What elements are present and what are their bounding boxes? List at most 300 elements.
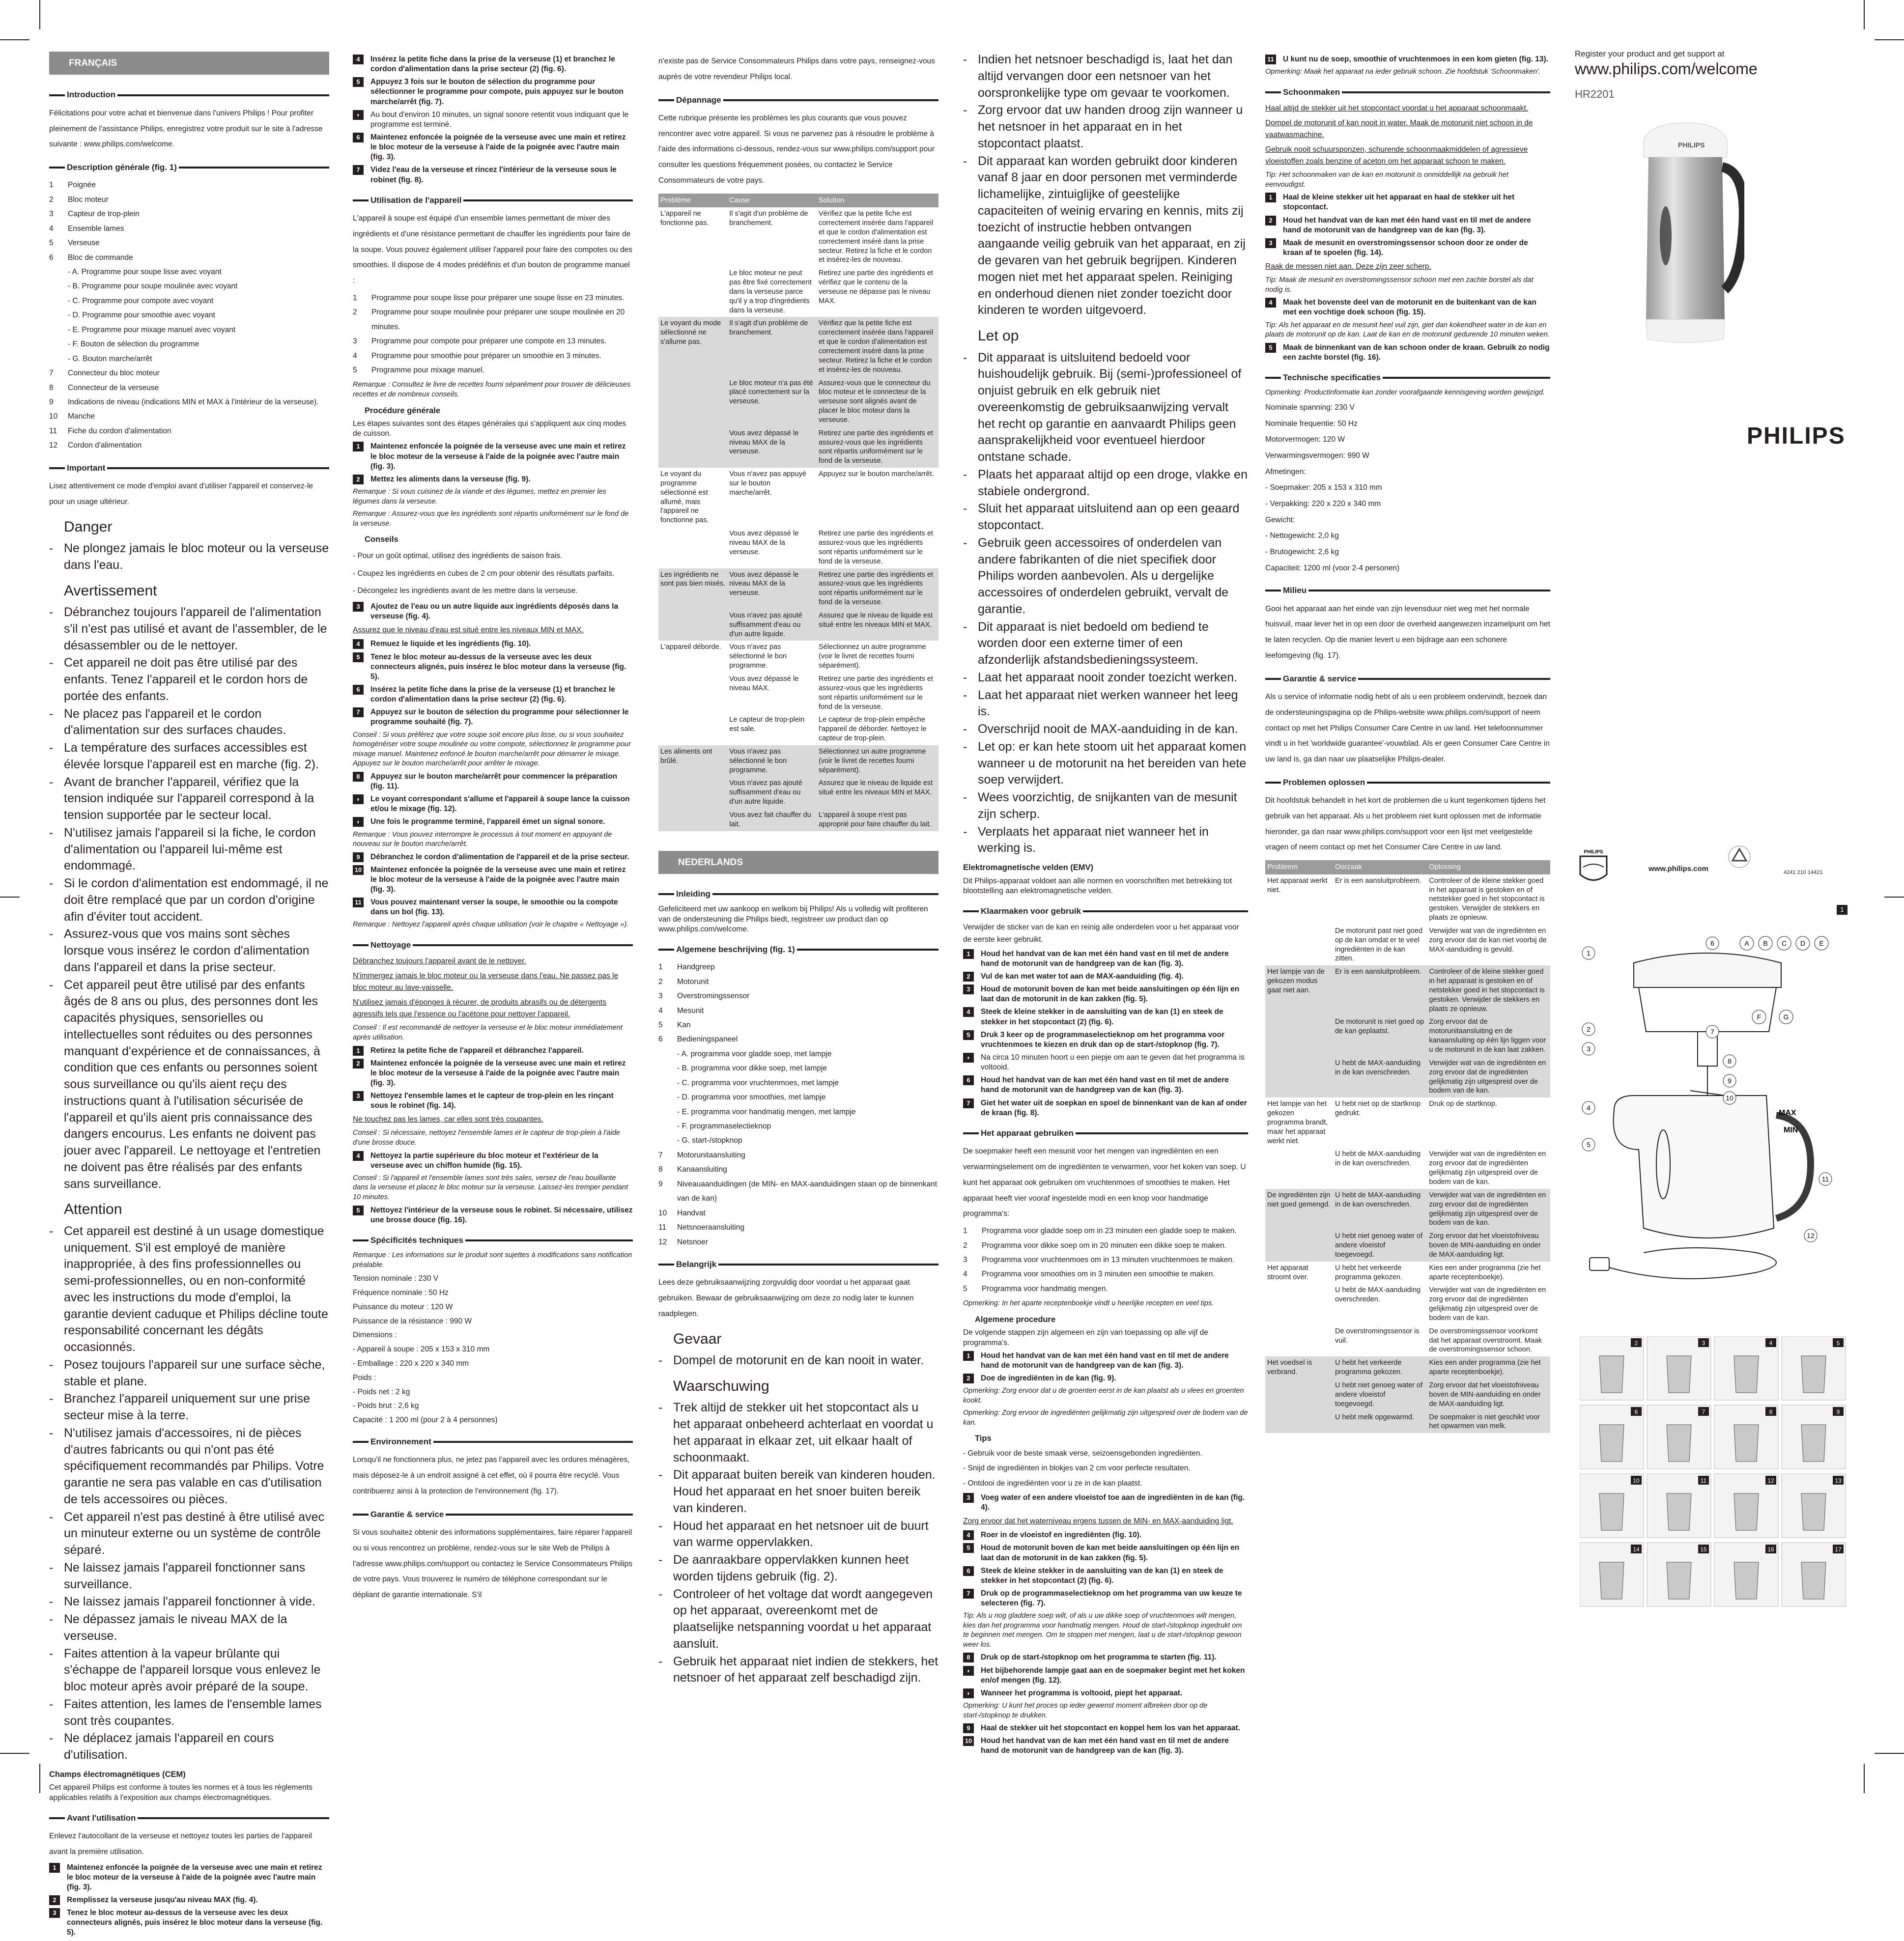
part-callout [1819,1173,1832,1185]
step: 3 Ajoutez de l'eau ou un autre liquide aux ingrédients déposés dans la verseuse (fig. 4). [353,602,633,621]
svg-text:10: 10 [1726,1094,1733,1102]
tip-note: Conseil : Si vous préférez que votre soupe soit encore plus lisse, ou si vous souhaitez homogénéiser votre soupe moulinée ou votre compote, sélectionnez le programme pour mixage manuel. Maintenez enfoncé le bouton marche/arrêt pour démarrer le mixage. Appuyez sur le bouton marche/arrêt pour arrêter le mixage. [353,731,631,768]
table-cell: De motorunit past niet goed op de kan omdat er te veel ingrediënten in de kan zitten. [1335,927,1423,963]
step: 1 Maintenez enfoncée la poignée de la verseuse avec une main et retirez le bloc moteur de la verseuse à l'aide de la poignée avec l'autre main (fig. 3). [353,442,633,471]
table-header: Problème [658,194,727,207]
tip: - Ontdooi de ingrediënten voor u ze in de kan plaatst. [963,1479,1142,1488]
svg-text:2: 2 [1634,1340,1638,1347]
table-cell: Le voyant du mode sélectionné ne s'allume pas. [658,317,727,376]
table-row [1265,1148,1550,1188]
section-heading: Dépannage [658,94,938,107]
crop-mark [39,1764,40,1793]
spec-line: - Appareil à soupe : 205 x 153 x 310 mm [353,1345,490,1354]
svg-text:2: 2 [1587,1025,1591,1033]
spec-line: Capaciteit: 1200 ml (voor 2-4 personen) [1265,563,1400,572]
svg-text:F: F [1757,1013,1762,1021]
part-callout [1582,947,1595,959]
emf-heading: Elektromagnetische velden (EMV) [963,863,1093,872]
step: ◗ Une fois le programme terminé, l'appareil émet un signal sonore. [353,817,633,827]
program-list: 1 Programme pour soupe lisse pour préparer une soupe lisse en 23 minutes. 2 Programme pour soupe moulinée pour préparer une soupe moulinée en 20 minutes. 3 Programme pour compote pour préparer une compote en 13 minutes. 4 Programme pour smoothie pour préparer un smoothie en 3 minutes. 5 Programme pour mixage manuel. [353,293,625,375]
list-item: 10 Manche [49,412,95,421]
table-cell: U hebt de MAX-aanduiding in de kan overschreden. [1335,1150,1421,1168]
step: 10 Houd het handvat van de kan met één hand vast en til met de andere hand de motorunit van de handgreep van de kan (fig. 3). [963,1736,1248,1756]
step: 1 Maintenez enfoncée la poignée de la verseuse avec une main et retirez le bloc moteur de la verseuse à l'aide de la poignée avec l'autre main (fig. 3). [49,1863,329,1892]
environment-text: Lorsqu'il ne fonctionnera plus, ne jetez pas l'appareil avec les ordures ménagères, mais déposez-le à un endroit assigné à cet effet, où il pourra être recyclé. Vous contribuerez ainsi à la protection de l'environnement (fig. 17). [353,1456,630,1495]
step: 4 Roer in de vloeistof en ingrediënten (fig. 10). [963,1530,1248,1540]
table-cell: U hebt melk opgewarmd. [1333,1411,1427,1434]
table-row [658,713,938,745]
table-cell: Zorg ervoor dat de motorunitaansluiting en de kanaansluiting op één lijn liggen voor u de motorunit in de kan laat zakken. [1427,1015,1550,1056]
table-cell: Er is een aansluitprobleem. [1333,965,1427,1015]
note: Opmerking: In het aparte receptenboekje vindt u heerlijke recepten en veel tips. [963,1299,1214,1308]
figure-thumbnail [1714,1474,1778,1538]
table-cell: De overstromingssensor is vuil. [1335,1327,1420,1345]
spec-line: Verwarmingsvermogen: 990 W [1265,451,1369,460]
section-heading: Schoonmaken [1265,86,1550,99]
table-row [658,427,938,468]
table-cell: U hebt de MAX-aanduiding in de kan overschreden. [1333,1057,1427,1097]
table-cell: Il s'agit d'un problème de branchement. [727,317,817,376]
table-cell [658,527,727,568]
table-cell: Verwijder wat van de ingrediënten en zorg ervoor dat de ingrediënten gelijkmatig zijn uitgespreid over de bodem van de kan. [1429,1150,1546,1186]
table-cell: Le voyant du programme sélectionné est allumé, mais l'appareil ne fonctionne pas. [660,470,709,525]
svg-text:C: C [1781,939,1787,947]
list-item: - D. Programme pour smoothie avec voyant [68,311,215,320]
tip: - Pour un goût optimal, utilisez des ingrédients de saison frais. [353,551,563,560]
step: 5 Houd de motorunit boven de kan met beide aansluitingen op één lijn en laat dan de motorunit in de kan zakken (fig. 5). [963,1543,1248,1563]
crop-mark [0,39,29,40]
table-cell: Verwijder wat van de ingrediënten en zorg ervoor dat de ingrediënten gelijkmatig zijn uitgespreid over de bodem van de kan. [1429,1286,1546,1322]
table-cell: De soepmaker is niet geschikt voor het opwarmen van melk. [1427,1411,1550,1434]
tip: - Décongelez les ingrédients avant de les mettre dans la verseuse. [353,587,578,595]
environment-text: Gooi het apparaat aan het einde van zijn levensduur niet weg met het normale huisvuil, maar lever het in op een door de overheid aangewezen inzamelpunt om het te laten recyclen. Op die manier levert u een bijdrage aan een schonere leefomgeving (fig. 17). [1265,604,1550,660]
column-french-2 [353,52,633,1605]
section-heading: Milieu [1265,584,1550,597]
part-callout [1723,1055,1736,1068]
language-header: NEDERLANDS [658,851,938,874]
table-cell [1265,1230,1333,1262]
spec-line: Capacité : 1 200 ml (pour 2 à 4 personnes) [353,1416,498,1425]
list-item: - C. Programme pour compote avec voyant [68,296,214,305]
spec-line: - Verpakking: 220 x 220 x 340 mm [1265,499,1381,508]
table-cell [658,609,727,641]
program-list: 1 Programma voor gladde soep om in 23 minuten een gladde soep te maken. 2 Programma voor dikke soep om in 20 minuten een dikke soep te maken. 3 Programma voor vruchtenmoes om in 13 minuten vruchtenmoes te maken. 4 Programma voor smoothies om in 3 minuten een smoothie te maken. 5 Programma voor handmatig mengen. [963,1227,1237,1293]
crop-mark [1875,1753,1904,1754]
svg-text:17: 17 [1835,1546,1842,1553]
step: 5 Nettoyez l'intérieur de la verseuse sous le robinet. Si nécessaire, utilisez une brosse douce (fig. 16). [353,1206,633,1225]
note: Opmerking: Maak het apparaat na ieder gebruik schoon. Zie hoofdstuk 'Schoonmaken'. [1265,68,1541,76]
svg-text:7: 7 [1702,1408,1705,1415]
list-item: 4 Ensemble lames [49,224,124,233]
section-heading: Technische specificaties [1265,371,1550,384]
table-row [658,568,938,609]
part-callout [1723,1092,1736,1104]
table-cell: L'appareil ne fonctionne pas. [660,210,709,227]
table-cell: Le bloc moteur ne peut pas être fixé correctement dans la verseuse parce qu'il y a trop d'ingrédients dans la verseuse. [729,269,812,314]
exploded-diagram [1580,933,1855,1307]
step: 7 Giet het water uit de soepkan en spoel de binnenkant van de kan af onder de kraan (fig. 8). [963,1098,1248,1118]
step: ◗ Le voyant correspondant s'allume et l'appareil à soupe lance la cuisson et/ou le mixage (fig. 12). [353,794,633,814]
step: 4 Remuez le liquide et les ingrédients (fig. 10). [353,639,633,649]
thumbnail-grid [1580,1336,1850,1611]
table-cell: U hebt het verkeerde programma gekozen. [1333,1356,1427,1379]
table-cell: Zorg ervoor dat het vloeistofniveau boven de MIN-aanduiding en onder de MAX-aanduiding ligt. [1427,1379,1550,1411]
note: Tip: Het schoonmaken van de kan en motorunit is onmiddellijk na gebruik het eenvoudigst. [1265,171,1508,189]
table-cell [658,777,727,809]
section-heading: Klaarmaken voor gebruik [963,905,1248,918]
caution-list: - Cet appareil est destiné à un usage domestique uniquement. S'il est employé de manière inappropriée, à des fins professionnelles ou semi-professionnelles, ou en non-conformité avec les instructions du mode d'emploi, la garantie devient caduque et Philips décline toute responsabilité concernant les dégâts occasionnés. - Posez toujours l'appareil sur une surface sèche, stable et plane. - Branchez l'appareil uniquement sur une prise secteur mise à la terre. - N'utilisez jamais d'accessoires, ni de pièces d'autres fabricants ou qui n'ont pas été spécifiquement recommandés par Philips. Votre garantie ne sera pas valable en cas d'utilisation de tels accessoires ou pièces. - Cet appareil n'est pas destiné à être utilisé avec un minuteur externe ou un système de contrôle séparé. - Ne laissez jamais l'appareil fonctionner sans surveillance. - Ne laissez jamais l'appareil fonctionner à vide. - Ne dépassez jamais le niveau MAX de la verseuse. - Faites attention à la vapeur brûlante qui s'échappe de l'appareil lorsque vous enlevez le bloc moteur après avoir préparé de la soupe. - Faites attention, les lames de l'ensemble lames sont très coupantes. - Ne déplacez jamais l'appareil en cours d'utilisation. [49,1223,329,1764]
step: 2 Mettez les aliments dans la verseuse (fig. 9). [353,475,633,484]
emf-heading: Champs électromagnétiques (CEM) [49,1770,186,1779]
warning-heading: Avertissement [64,582,157,599]
spec-line: Tension nominale : 230 V [353,1274,439,1283]
crop-mark [1864,0,1865,29]
list-item: 7 Connecteur du bloc moteur [49,369,160,378]
step: 6 Insérez la petite fiche dans la prise de la verseuse (1) et branchez le cordon d'alimentation dans la prise secteur (2) (fig. 6). [353,685,633,704]
step: 3 Maak de mesunit en overstromingssensor schoon door ze onder de kraan af te spoelen (fig. 14). [1265,238,1550,258]
table-cell: Assurez que le niveau de liquide est situé entre les niveaux MIN et MAX. [817,609,938,641]
philips-shield-icon [1576,847,1611,887]
before-use-text: Verwijder de sticker van de kan en reinig alle onderdelen voor u het apparaat voor de eerste keer gebruikt. [963,923,1239,944]
svg-text:8: 8 [1769,1408,1773,1415]
table-cell [658,267,727,317]
table-cell: U hebt niet genoeg water of andere vloeistof toegevoegd. [1333,1379,1427,1411]
crop-mark [1864,1764,1865,1793]
emf-text: Dit Philips-apparaat voldoet aan alle normen en voorschriften met betrekking tot blootstelling aan elektromagnetische velden. [963,876,1232,895]
list-item: 11 Fiche du cordon d'alimentation [49,426,171,435]
important-text: Lees deze gebruiksaanwijzing zorgvuldig door voordat u het apparaat gaat gebruiken. Bewaar de gebruiksaanwijzing om deze zo nodig later te kunnen raadplegen. [658,1278,914,1318]
underlined-note: Zorg ervoor dat het waterniveau ergens tussen de MIN- en MAX-aanduiding ligt. [963,1517,1233,1526]
table-row [1265,1356,1550,1379]
spec-line: - Emballage : 220 x 220 x 340 mm [353,1359,469,1368]
table-cell: Controleer of de kleine stekker goed in het apparaat is gestoken en of netstekker goed in het stopcontact is gestoken. Verwijder de stekkers en plaats ze opnieuw. [1429,876,1545,922]
svg-text:9: 9 [1836,1408,1840,1415]
note: Conseil : Il est recommandé de nettoyer la verseuse et le bloc moteur immédiatement après utilisation. [353,1024,623,1042]
warning-heading: Waarschuwing [673,1378,769,1394]
svg-text:1: 1 [1587,949,1591,957]
table-cell: Vérifiez que la petite fiche est correctement insérée dans l'appareil et que le cordon d'alimentation est correctement inséré dans la prise secteur. Retirez la fiche et le cordon et insérez-les de nouveau. [818,210,934,264]
tip: - Gebruik voor de beste smaak verse, seizoensgebonden ingrediënten. [963,1449,1202,1458]
step: 10 Maintenez enfoncée la poignée de la verseuse avec une main et retirez le bloc moteur de la verseuse à l'aide de la poignée avec l'autre main (fig. 3). [353,865,633,895]
spec-line: Poids : [353,1373,376,1382]
table-row [658,673,938,713]
troubleshoot-text: Cette rubrique présente les problèmes les plus courants que vous pouvez rencontrer avec votre appareil. Si vous ne parvenez pas à résoudre le problème à l'aide des informations ci-dessous, rendez-vous sur www.philips.com/support pour consulter les questions fréquemment posées, ou contactez le Service Consommateurs de votre pays. [658,113,935,185]
table-cell: Appuyez sur le bouton marche/arrêt. [818,470,934,478]
table-cell: Vous n'avez pas appuyé sur le bouton marche/arrêt. [729,470,806,497]
svg-text:15: 15 [1700,1546,1707,1553]
list-item: 2 Bloc moteur [49,195,109,204]
underlined-note: Assurez que le niveau d'eau est situé entre les niveaux MIN et MAX. [353,626,584,635]
table-header: Cause [727,194,817,207]
section-heading: Description générale (fig. 1) [49,161,329,174]
figure-thumbnail [1647,1405,1711,1469]
part-callout [1706,937,1719,950]
section-heading: Introduction [49,88,329,101]
crop-mark [39,0,40,29]
svg-text:3: 3 [1702,1340,1705,1347]
step: 7 Druk op de programmaselectieknop om het programma van uw keuze te selecteren (fig. 7). [963,1589,1248,1608]
table-cell [1265,1015,1333,1056]
note: Opmerking: Zorg ervoor de ingrediënten gelijkmatig zijn uitgespreid over de bodem van de kan. [963,1409,1248,1427]
note: Remarque : Assurez-vous que les ingrédients sont répartis uniformément sur le fond de la verseuse. [353,510,629,528]
table-cell: U hebt niet op de startknop gedrukt. [1335,1100,1421,1118]
table-cell: U hebt de MAX-aanduiding overschreden. [1335,1286,1421,1304]
figure-thumbnail [1714,1336,1778,1400]
underlined-note: Raak de messen niet aan. Deze zijn zeer scherp. [1265,262,1431,271]
svg-text:11: 11 [1821,1175,1829,1183]
svg-text:10: 10 [1633,1477,1640,1484]
panel-callout [1779,1010,1793,1024]
svg-text:5: 5 [1587,1141,1591,1149]
spec-line: Gewicht: [1265,515,1295,524]
list-item: 6 Bloc de commande [49,253,133,262]
step: 5 Druk 3 keer op de programmaselectieknop om het programma voor vruchtenmoes te kiezen en druk dan op de start-/stopknop (fig. 7). [963,1030,1248,1050]
guarantee-text: Si vous souhaitez obtenir des informations supplémentaires, faire réparer l'appareil ou si vous rencontrez un problème, rendez-vous sur le site Web de Philips à l'adresse www.philips.com/support ou contactez le Service Consommateurs Philips de votre pays. Vous trouverez le numéro de téléphone correspondant sur le dépliant de garantie internationale. S'il [353,1528,632,1600]
panel-callout [1740,936,1754,950]
part-callout [1804,1229,1817,1242]
model-number: HR2201 [1575,88,1615,100]
step: 4 Maak het bovenste deel van de motorunit en de buitenkant van de kan met een vochtige doek schoon (fig. 15). [1265,298,1550,317]
table-cell [1265,1325,1333,1357]
table-row [658,468,938,527]
table-cell: De ingrediënten zijn niet goed gemengd. [1265,1189,1333,1230]
note: Remarque : Consultez le livre de recettes fourni séparément pour trouver de délicieuses recettes et de nombreux conseils. [353,381,630,399]
figure-thumbnail [1782,1336,1846,1400]
language-header: FRANÇAIS [49,52,329,75]
step: 9 Débranchez le cordon d'alimentation de l'appareil et de la prise secteur. [353,852,633,862]
table-cell: Kies een ander programma (zie het aparte receptenboekje). [1427,1356,1550,1379]
note: Conseil : Si l'appareil et l'ensemble lames sont très sales, versez de l'eau bouillante dans la verseuse et placez le bloc moteur sur la verseuse. Laissez-les tremper pendant 10 minutes. [353,1174,628,1201]
table-row [1265,1262,1550,1284]
danger-list: - Dompel de motorunit en de kan nooit in water. [658,1352,938,1369]
part-callout [1723,1074,1736,1087]
parts-list [49,178,329,452]
svg-text:7: 7 [1710,1028,1714,1036]
usage-text: De soepmaker heeft een mesunit voor het mengen van ingrediënten en een verwarmingselement om de ingrediënten te verwarmen, voor het koken van soep. U kunt het apparaat ook gebruiken om vruchtenmoes of smoothies te maken. Het apparaat heeft vier vooraf ingestelde modi en een knop voor handmatige programma's: [963,1147,1246,1218]
svg-text:6: 6 [1634,1408,1638,1415]
tip: - Snijd de ingrediënten in blokjes van 2 cm voor perfecte resultaten. [963,1464,1191,1473]
figure-thumbnail [1647,1336,1711,1400]
table-cell [658,809,727,831]
step: 3 Nettoyez l'ensemble lames et le capteur de trop-plein en les rinçant sous le robinet (fig. 14). [353,1091,633,1111]
svg-text:14: 14 [1633,1546,1640,1553]
table-cell: Retirez une partie des ingrédients et assurez-vous que les ingrédients sont répartis uniformément sur le fond de la verseuse. [817,568,938,609]
panel-callout [1759,936,1772,950]
table-cell: Verwijder wat van de ingrediënten en zorg ervoor dat de kan niet voorbij de MAX-aanduiding is gevuld. [1429,927,1547,954]
table-row [1265,1325,1550,1357]
table-cell [1265,1379,1333,1411]
table-row [1265,1411,1550,1434]
table-header: Oplossing [1427,860,1550,874]
step: ◗ Wanneer het programma is voltooid, piept het apparaat. [963,1688,1248,1698]
step: 7 Videz l'eau de la verseuse et rincez l'intérieur de la verseuse sous le robinet (fig. 8). [353,165,633,185]
svg-text:3: 3 [1587,1045,1591,1053]
troubleshoot-table-nl [1265,860,1550,1433]
step: 2 Houd het handvat van de kan met één hand vast en til met de andere hand de motorunit van de handgreep van de kan (fig. 3). [1265,216,1550,235]
underlined-note: Gebruik nooit schuursponzen, schurende schoonmaakmiddelen of agressieve vloeistoffen zoals benzine of aceton om het apparaat schoon te maken. [1265,145,1528,166]
list-item: 1 Poignée [49,181,96,190]
table-header: Probleem [1265,860,1333,874]
step: 1 Houd het handvat van de kan met één hand vast en til met de andere hand de motorunit van de handgreep van de kan (fig. 3). [963,1351,1248,1371]
step: ◗ Au bout d'environ 10 minutes, un signal sonore retentit vous indiquant que le programme est terminé. [353,110,633,130]
list-item: - E. Programme pour mixage manuel avec voyant [68,325,236,334]
svg-text:13: 13 [1835,1477,1842,1484]
step: 8 Appuyez sur le bouton marche/arrêt pour commencer la préparation (fig. 11). [353,772,633,791]
section-heading: Spécificités techniques [353,1234,633,1247]
spec-line: Nominale spanning: 230 V [1265,403,1355,412]
step: 6 Steek de kleine stekker in de aansluiting van de kan (1) en steek de stekker in het stopcontact (2) (fig. 6). [963,1566,1248,1586]
figure-thumbnail [1714,1405,1778,1469]
table-cell: Kies een ander programma (zie het aparte receptenboekje). [1429,1264,1541,1281]
spec-line: - Brutogewicht: 2,6 kg [1265,547,1339,556]
step: 4 Steek de kleine stekker in de aansluiting van de kan (1) en steek de stekker in het stopcontact (2) (fig. 6). [963,1007,1248,1027]
table-row [658,777,938,809]
figure-page-number: 1 [1837,905,1847,915]
step: 5 Appuyez 3 fois sur le bouton de sélection du programme pour sélectionner le programme pour compote, puis appuyez sur le bouton marche/arrêt (fig. 7). [353,77,633,107]
step: 2 Vul de kan met water tot aan de MAX-aanduiding (fig. 4). [963,972,1248,982]
table-row [658,317,938,376]
svg-text:PHILIPS: PHILIPS [1584,849,1603,855]
danger-heading: Danger [64,518,113,535]
note: Opmerking: Productinformatie kan zonder voorafgaande kennisgeving worden gewijzigd. [1265,389,1545,397]
troubleshoot-text: Dit hoofdstuk behandelt in het kort de problemen die u kunt tegenkomen tijdens het gebruik van het apparaat. Als u het probleem niet kunt oplossen met de informatie hieronder, ga dan naar www.philips.com/support voor een lijst met veelgestelde vragen of neem contact op met het Consumer Care Centre in uw land. [1265,796,1546,852]
underlined-note: Débranchez toujours l'appareil avant de le nettoyer. [353,957,526,966]
section-heading: Garantie & service [1265,673,1550,685]
svg-text:9: 9 [1728,1077,1732,1085]
figure-thumbnail [1580,1336,1644,1400]
note: Tip: Maak de mesunit en overstromingssensor schoon met een zachte borstel als dat nodig is. [1265,276,1534,294]
troubleshoot-table-fr [658,194,938,831]
table-header: Solution [817,194,938,207]
table-row [658,809,938,831]
list-item: 8 Connecteur de la verseuse [49,383,159,392]
caution-list: - Dit apparaat is uitsluitend bedoeld voor huishoudelijk gebruik. Bij (semi-)professioneel of onjuist gebruik en elk gebruik niet overeenkomstig de gebruiksaanwijzing vervalt het recht op garantie en aanvaardt Philips geen aansprakelijkheid voor eventueel hierdoor ontstane schade. - Plaats het apparaat altijd op een droge, vlakke en stabiele ondergrond. - Sluit het apparaat uitsluitend aan op een geaard stopcontact. - Gebruik geen accessoires of onderdelen van andere fabrikanten of die niet specifiek door Philips worden aanbevolen. Als u dergelijke accessoires of onderdelen gebruikt, vervalt de garantie. - Dit apparaat is niet bedoeld om bediend te worden door een externe timer of een afzonderlijk afstandsbedieningssysteem. - Laat het apparaat nooit zonder toezicht werken. - Laat het apparaat niet werken wanneer het leeg is. - Overschrijd nooit de MAX-aanduiding in de kan. - Let op: er kan hete stoom uit het apparaat komen wanneer u de motorunit na het bereiden van hete soep verwijdert. - Wees voorzichtig, de snijkanten van de mesunit zijn scherp. - Verplaats het apparaat niet wanneer het in werking is. [963,350,1248,857]
welcome-url[interactable]: www.philips.com/welcome [1575,60,1758,78]
figure-thumbnail [1782,1474,1846,1538]
spec-line: Puissance de la résistance : 990 W [353,1317,472,1325]
step: 6 Maintenez enfoncée la poignée de la verseuse avec une main et retirez le bloc moteur de la verseuse à l'aide de la poignée avec l'autre main (fig. 3). [353,133,633,162]
step: 1 Houd het handvat van de kan met één hand vast en til met de andere hand de motorunit van de handgreep van de kan (fig. 3). [963,949,1248,969]
table-cell: Les aliments ont brûlé. [658,745,727,777]
caution-heading: Let op [978,328,1019,344]
section-heading: Utilisation de l'appareil [353,194,633,207]
figure-thumbnail [1580,1405,1644,1469]
underlined-note: Ne touchez pas les lames, car elles sont très coupantes. [353,1115,543,1124]
before-use-text: Enlevez l'autocollant de la verseuse et nettoyez toutes les parties de l'appareil avant la première utilisation. [49,1832,312,1856]
figure-thumbnails [1580,1336,1850,1614]
table-cell: Verwijder wat van de ingrediënten en zorg ervoor dat de ingrediënten gelijkmatig zijn uitgespreid over de bodem van de kan. [1427,1057,1550,1097]
spec-line: Afmetingen: [1265,467,1306,476]
table-cell: Vous n'avez pas ajouté suffisamment d'eau ou d'un autre liquide. [727,609,817,641]
figure-thumbnail [1580,1474,1644,1538]
list-item: 9 Indications de niveau (indications MIN et MAX à l'intérieur de la verseuse). [49,397,319,406]
svg-text:4: 4 [1769,1340,1773,1347]
step: ◗ Het bijbehorende lampje gaat aan en de soepmaker begint met het koken en/of mengen (fig. 12). [963,1666,1248,1686]
figure-thumbnail [1782,1543,1846,1606]
table-row [658,641,938,673]
table-row [1265,1230,1550,1262]
crop-mark [0,897,20,898]
spec-line: Puissance du moteur : 120 W [353,1302,453,1311]
table-cell [658,713,727,745]
list-item: 5 Verseuse [49,239,100,248]
table-cell: Vous n'avez pas sélectionné le bon programme. [727,745,817,777]
section-heading: Belangrijk [658,1258,938,1271]
product-code: 4241 210 14421 [1784,870,1823,875]
section-heading: Garantie & service [353,1508,633,1521]
tip: - Coupez les ingrédients en cubes de 2 cm pour obtenir des résultats parfaits. [353,569,615,578]
column-french-1 [49,52,329,1941]
column-3 [658,52,938,1688]
section-heading: Algemene beschrijving (fig. 1) [658,943,938,956]
table-row [1265,1057,1550,1097]
min-marker: MIN [1784,1126,1798,1134]
table-cell: Verwijder wat van de ingrediënten en zorg ervoor dat de ingrediënten gelijkmatig zijn uitgespreid over de bodem van de kan. [1427,1189,1550,1230]
svg-text:PHILIPS: PHILIPS [1678,141,1705,149]
table-cell: Vous n'avez pas ajouté suffisamment d'eau ou d'un autre liquide. [727,777,817,809]
crop-mark [1884,897,1904,898]
section-heading: Important [49,462,329,475]
table-cell: U hebt de MAX-aanduiding in de kan overschreden. [1333,1189,1427,1230]
table-cell: Er is een aansluitprobleem. [1335,876,1421,885]
table-cell: Het lampje van de gekozen modus gaat niet aan. [1265,965,1333,1015]
table-cell: Assurez que le niveau de liquide est situé entre les niveaux MIN et MAX. [817,777,938,809]
step: 6 Houd het handvat van de kan met één hand vast en til met de andere hand de motorunit van de handgreep van de kan (fig. 3). [963,1075,1248,1095]
step: 4 Nettoyez la partie supérieure du bloc moteur et l'extérieur de la verseuse avec un chiffon humide (fig. 15). [353,1151,633,1171]
table-cell [658,377,727,427]
table-row [658,377,938,427]
table-cell [1265,1148,1333,1188]
table-cell: Retirez une partie des ingrédients et vérifiez que le contenu de la verseuse ne dépasse pas le niveau MAX. [818,269,933,305]
part-callout [1582,1042,1595,1055]
table-cell: Le capteur de trop-plein empêche l'appareil de déborder. Nettoyez le capteur de trop-plein. [818,716,927,743]
table-cell: Zorg ervoor dat het vloeistofniveau boven de MIN-aanduiding en onder de MAX-aanduiding ligt. [1427,1230,1550,1262]
crop-mark [0,1753,29,1754]
svg-text:12: 12 [1767,1477,1774,1484]
step: 9 Haal de stekker uit het stopcontact en koppel hem los van het apparaat. [963,1723,1248,1733]
cover-panel [1575,49,1870,101]
table-cell: Sélectionnez un autre programme (voir le livret de recettes fourni séparément). [817,745,938,777]
step: 11 U kunt nu de soep, smoothie of vruchtenmoes in een kom gieten (fig. 13). [1265,55,1550,64]
spec-line: - Nettogewicht: 2,0 kg [1265,532,1339,540]
table-row [1265,1097,1550,1148]
table-cell: Il s'agit d'un problème de branchement. [729,210,808,227]
underlined-note: Dompel de motorunit of kan nooit in water. Maak de motorunit niet schoon in de vaatwasmachine. [1265,119,1533,140]
table-row [658,745,938,777]
part-callout [1706,1025,1719,1038]
step: 8 Druk op de start-/stopknop om het programma te starten (fig. 11). [963,1653,1248,1662]
column-dutch-3 [1265,52,1550,1433]
table-row [658,527,938,568]
panel-callout [1777,936,1791,950]
svg-text:G: G [1783,1013,1789,1021]
footer-url: www.philips.com [1648,865,1708,873]
table-cell [658,673,727,713]
step: 5 Tenez le bloc moteur au-dessus de la verseuse avec les deux connecteurs alignés, puis insérez le bloc moteur dans la verseuse (fig. 5). [353,652,633,682]
table-row [658,609,938,641]
panel-callout [1752,1010,1766,1024]
register-text: Register your product and get support at [1575,49,1725,58]
table-row [1265,874,1550,925]
guarantee-text: Als u service of informatie nodig hebt of als u een probleem ondervindt, bezoek dan de ondersteuningspagina op de Philips-website www.philips.com/support of neem contact op met het Philips Consumer Care Centre in uw land. Het telefoonnummer vindt u in het 'worldwide guarantee'-vouwblad. Als er geen Consumer Care Centre in uw land is, ga dan naar uw plaatselijke Philips-dealer. [1265,692,1550,764]
step: 7 Appuyez sur le bouton de sélection du programme pour sélectionner le programme souhaité (fig. 7). [353,707,633,727]
list-item: 12 Cordon d'alimentation [49,441,142,450]
list-item: - G. Bouton marche/arrêt [68,354,152,363]
sub-heading: Conseils [365,535,398,544]
warning-list: - Débranchez toujours l'appareil de l'alimentation s'il n'est pas utilisé et avant de l'assembler, de le désassembler ou de le nettoyer. - Cet appareil ne doit pas être utilisé par des enfants. Tenez l'appareil et le cordon hors de portée des enfants. - Ne placez pas l'appareil et le cordon d'alimentation sur des surfaces chaudes. - La température des surfaces accessibles est élevée lorsque l'appareil est en marche (fig. 2). - Avant de brancher l'appareil, vérifiez que la tension indiquée sur l'appareil correspond à la tension supportée par le secteur local. - N'utilisez jamais l'appareil si la fiche, le cordon d'alimentation ou l'appareil lui-même est endommagé. - Si le cordon d'alimentation est endommagé, il ne doit être remplacé que par un cordon d'origine afin d'éviter tout accident. - Assurez-vous que vos mains sont sèches lorsque vous insérez le cordon d'alimentation dans l'appareil et dans la prise secteur. - Cet appareil peut être utilisé par des enfants âgés de 8 ans ou plus, des personnes dont les capacités physiques, sensorielles ou intellectuelles sont réduites ou des personnes manquant d'expérience et de connaissances, à condition que ces enfants ou personnes soient sous surveillance ou qu'ils aient reçu des instructions quant à l'utilisation sécurisée de l'appareil et qu'ils aient pris connaissance des dangers encourus. Les enfants ne doivent pas jouer avec l'appareil. Le nettoyage et l'entretien ne doivent pas être réalisés par des enfants sans surveillance. [49,604,329,1192]
section-heading: Nettoyage [353,939,633,952]
table-cell: Assurez-vous que le connecteur du bloc moteur et le connecteur de la verseuse sont alignés avant de placer le bloc moteur dans la verseuse. [817,377,938,427]
